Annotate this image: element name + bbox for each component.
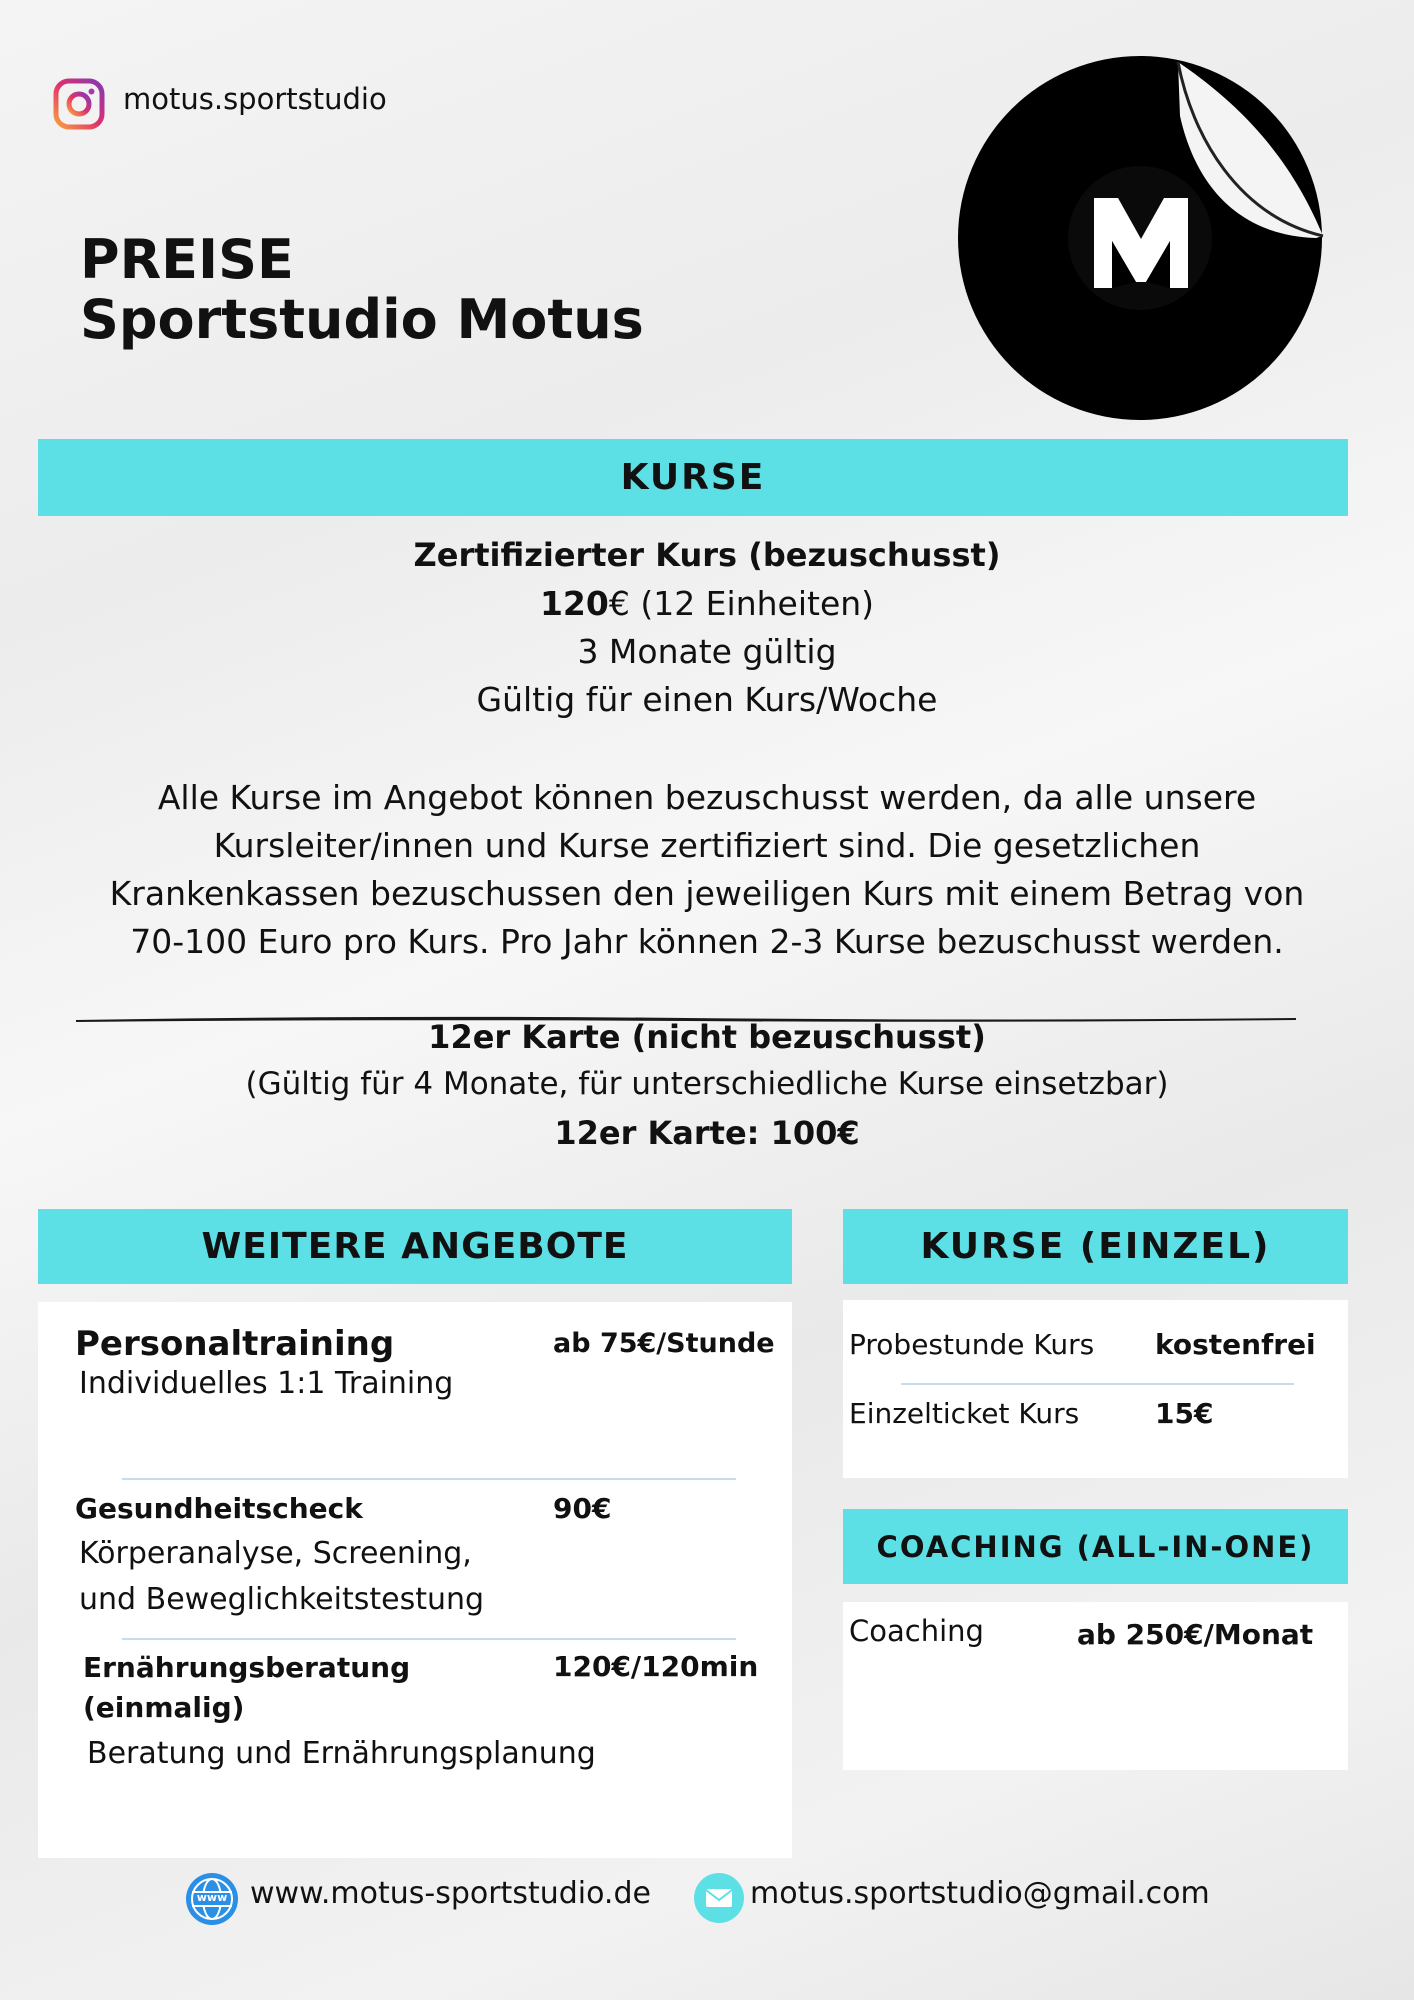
karte-note: (Gültig für 4 Monate, für unterschiedliche Kurse einsetzbar) <box>245 1066 1169 1102</box>
offer-name: Personaltraining <box>75 1324 395 1364</box>
kurse-heading: KURSE <box>38 439 1348 516</box>
offer-price: ab 75€/Stunde <box>553 1328 775 1359</box>
zert-validity: 3 Monate gültig <box>577 632 837 671</box>
offer-divider <box>122 1478 736 1480</box>
coaching-heading: COACHING (ALL-IN-ONE) <box>843 1509 1348 1584</box>
kurse-info <box>0 774 1414 966</box>
einzel-panel <box>843 1300 1348 1478</box>
offer-name <box>83 1648 410 1728</box>
instagram-icon <box>53 78 105 130</box>
einzel-heading: KURSE (EINZEL) <box>843 1209 1348 1284</box>
offer-divider <box>122 1638 736 1640</box>
zert-price: 120 <box>539 584 609 623</box>
coaching-label: Coaching <box>849 1614 984 1648</box>
einzel-label: Einzelticket Kurs <box>849 1397 1080 1430</box>
globe-icon <box>185 1872 239 1926</box>
website-link[interactable]: www.motus-sportstudio.de <box>250 1876 651 1911</box>
offer-price: 120€/120min <box>553 1650 759 1683</box>
mail-icon <box>693 1872 745 1924</box>
info-line: Krankenkassen bezuschussen den jeweiligen Kurs mit einem Betrag von <box>109 874 1305 913</box>
zert-scope: Gültig für einen Kurs/Woche <box>476 680 938 719</box>
offer-desc-line: Körperanalyse, Screening, <box>79 1536 472 1571</box>
karte-title: 12er Karte (nicht bezuschusst) <box>428 1018 986 1056</box>
offer-name-line: (einmalig) <box>83 1691 245 1724</box>
info-line: 70-100 Euro pro Kurs. Pro Jahr können 2-3 Kurse bezuschusst werden. <box>130 922 1284 961</box>
weitere-heading: WEITERE ANGEBOTE <box>38 1209 792 1284</box>
karte-price: 12er Karte: 100€ <box>554 1114 860 1152</box>
logo <box>958 56 1330 428</box>
title-line-1: PREISE <box>80 228 294 291</box>
offer-desc: Individuelles 1:1 Training <box>79 1366 454 1401</box>
zert-price-suffix: € (12 Einheiten) <box>608 584 875 623</box>
info-line: Kursleiter/innen und Kurse zertifiziert sind. Die gesetzlichen <box>213 826 1201 865</box>
title-line-2: Sportstudio Motus <box>80 288 644 351</box>
einzel-value: kostenfrei <box>1155 1328 1316 1361</box>
page-title <box>80 230 644 350</box>
einzel-label: Probestunde Kurs <box>849 1328 1095 1361</box>
offer-name-line: Ernährungsberatung <box>83 1651 411 1684</box>
offer-desc-line: und Beweglichkeitstestung <box>79 1582 485 1617</box>
einzel-divider <box>901 1383 1294 1385</box>
offer-desc: Beratung und Ernährungsplanung <box>87 1736 596 1771</box>
zert-price-line <box>0 584 1414 623</box>
www-icon-label: www <box>196 1891 228 1904</box>
offer-desc <box>79 1531 484 1623</box>
einzel-value: 15€ <box>1155 1397 1214 1430</box>
offer-name: Gesundheitscheck <box>75 1492 363 1525</box>
section-divider <box>76 1008 1296 1016</box>
instagram-handle[interactable]: motus.sportstudio <box>123 82 387 116</box>
coaching-value: ab 250€/Monat <box>1077 1618 1314 1651</box>
email-link[interactable]: motus.sportstudio@gmail.com <box>750 1876 1210 1911</box>
info-line: Alle Kurse im Angebot können bezuschusst werden, da alle unsere <box>157 778 1257 817</box>
zert-title: Zertifizierter Kurs (bezuschusst) <box>413 536 1001 574</box>
offer-price: 90€ <box>553 1492 612 1525</box>
